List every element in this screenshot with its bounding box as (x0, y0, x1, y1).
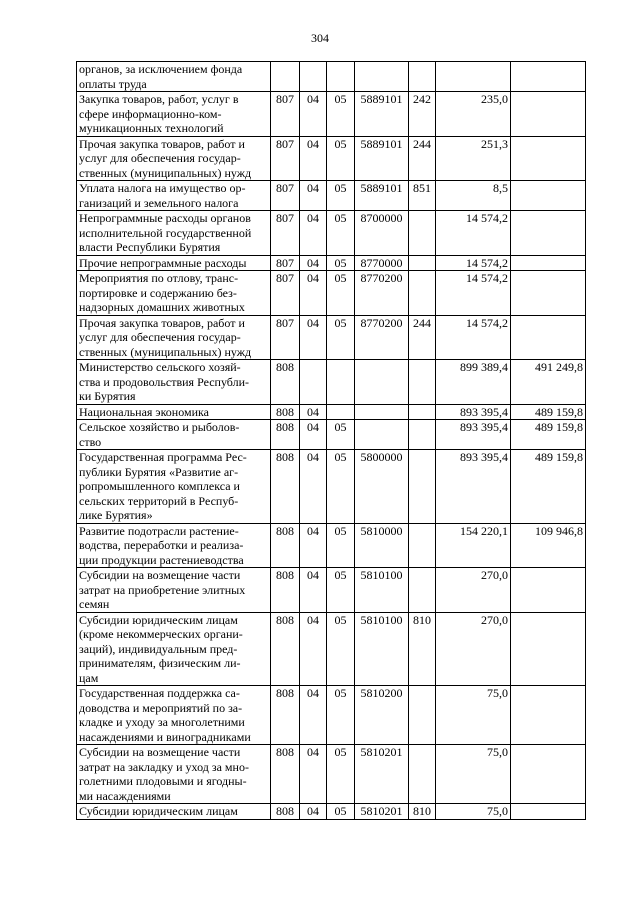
cell-name-line: ственных (муниципальных) нужд (79, 344, 252, 359)
cell-name-line: насаждениями и виноградниками (79, 729, 251, 744)
table-row (77, 804, 586, 820)
cell-name-line: Прочая закупка товаров, работ и (79, 136, 245, 151)
cell-expense-type (409, 211, 436, 256)
cell-section-code: 04 (300, 450, 327, 524)
cell-name-line: Государственная поддержка са- (79, 686, 240, 700)
cell-section-code: 04 (300, 92, 327, 137)
cell-name-line: ганизаций и земельного налога (79, 195, 239, 210)
cell-amount-1: 14 574,2 (436, 211, 511, 256)
cell-name (77, 804, 271, 820)
cell-amount-1 (436, 62, 511, 92)
cell-subsection-code: 05 (327, 804, 355, 820)
cell-name (77, 568, 271, 613)
cell-target-article: 5800000 (355, 450, 409, 524)
cell-amount-2 (511, 255, 586, 271)
cell-target-article: 5810000 (355, 523, 409, 568)
cell-section-code: 04 (300, 255, 327, 271)
cell-expense-type: 244 (409, 136, 436, 181)
cell-name (77, 181, 271, 211)
cell-amount-1: 235,0 (436, 92, 511, 137)
cell-admin-code: 807 (271, 211, 300, 256)
cell-target-article (355, 62, 409, 92)
cell-expense-type: 242 (409, 92, 436, 137)
cell-subsection-code: 05 (327, 136, 355, 181)
cell-amount-1: 75,0 (436, 686, 511, 745)
cell-name-line: надзорных домашних животных (79, 300, 245, 314)
cell-subsection-code: 05 (327, 523, 355, 568)
cell-admin-code: 807 (271, 271, 300, 316)
cell-name-line: (кроме некоммерческих органи- (79, 627, 243, 641)
cell-admin-code: 807 (271, 255, 300, 271)
cell-name (77, 315, 271, 360)
cell-amount-2 (511, 211, 586, 256)
cell-name (77, 271, 271, 316)
table-row (77, 745, 586, 804)
cell-name-line: сфере информационно-ком- (79, 106, 222, 121)
cell-name-line: публики Бурятия «Развитие аг- (79, 464, 239, 479)
cell-amount-1: 14 574,2 (436, 271, 511, 316)
cell-name-line: Министерство сельского хозяй- (79, 360, 241, 374)
cell-subsection-code (327, 62, 355, 92)
cell-amount-1: 270,0 (436, 568, 511, 613)
cell-section-code: 04 (300, 523, 327, 568)
cell-subsection-code: 05 (327, 745, 355, 804)
cell-subsection-code: 05 (327, 271, 355, 316)
cell-target-article: 5810200 (355, 686, 409, 745)
cell-amount-2 (511, 804, 586, 820)
cell-name-line: водства, переработки и реализа- (79, 538, 244, 552)
table-row (77, 271, 586, 316)
cell-name-line: ства и продовольствия Республи- (79, 374, 250, 389)
cell-admin-code: 808 (271, 404, 300, 420)
cell-name-line: принимателям, физическим ли- (79, 656, 241, 670)
cell-amount-1: 154 220,1 (436, 523, 511, 568)
cell-expense-type (409, 523, 436, 568)
cell-admin-code: 808 (271, 523, 300, 568)
cell-target-article: 5810201 (355, 804, 409, 820)
table-row (77, 136, 586, 181)
cell-name-line: Сельское хозяйство и рыболов- (79, 420, 240, 434)
table-row (77, 315, 586, 360)
cell-name-line: Национальная экономика (79, 404, 209, 419)
cell-name (77, 523, 271, 568)
cell-amount-1: 893 395,4 (436, 404, 511, 420)
cell-target-article: 8770200 (355, 315, 409, 360)
cell-target-article: 8700000 (355, 211, 409, 256)
cell-target-article: 5889101 (355, 181, 409, 211)
cell-name (77, 360, 271, 405)
cell-subsection-code: 05 (327, 612, 355, 686)
cell-amount-1: 75,0 (436, 804, 511, 820)
cell-name-line: сельских территорий в Респуб- (79, 493, 239, 508)
table-row (77, 523, 586, 568)
cell-admin-code: 808 (271, 745, 300, 804)
cell-amount-1: 270,0 (436, 612, 511, 686)
table-row (77, 450, 586, 524)
cell-admin-code: 807 (271, 92, 300, 137)
cell-name-line: Прочие непрограммные расходы (79, 255, 247, 270)
cell-amount-1: 14 574,2 (436, 315, 511, 360)
cell-subsection-code: 05 (327, 315, 355, 360)
cell-amount-2: 489 159,8 (511, 420, 586, 450)
cell-admin-code: 807 (271, 315, 300, 360)
cell-target-article: 5810100 (355, 612, 409, 686)
cell-amount-2 (511, 62, 586, 92)
cell-name-line: лике Бурятия» (79, 508, 153, 522)
cell-section-code: 04 (300, 686, 327, 745)
cell-name-line: услуг для обеспечения государ- (79, 151, 241, 165)
cell-target-article: 5889101 (355, 136, 409, 181)
cell-target-article: 5889101 (355, 92, 409, 137)
cell-amount-2 (511, 92, 586, 137)
cell-expense-type (409, 360, 436, 405)
cell-name-line: затрат на приобретение элитных (79, 582, 246, 597)
cell-section-code (300, 62, 327, 92)
cell-name-line: Непрограммные расходы органов (79, 211, 251, 225)
table-row (77, 255, 586, 271)
table-row (77, 211, 586, 256)
cell-subsection-code (327, 360, 355, 405)
table-row (77, 420, 586, 450)
cell-name-line: Развитие подотрасли растение- (79, 523, 239, 538)
cell-amount-2 (511, 181, 586, 211)
cell-section-code: 04 (300, 271, 327, 316)
cell-admin-code: 808 (271, 420, 300, 450)
cell-amount-1: 893 395,4 (436, 420, 511, 450)
cell-name (77, 211, 271, 256)
cell-section-code: 04 (300, 568, 327, 613)
cell-admin-code: 807 (271, 181, 300, 211)
table-row (77, 92, 586, 137)
cell-amount-2 (511, 315, 586, 360)
cell-subsection-code: 05 (327, 255, 355, 271)
cell-amount-2 (511, 745, 586, 804)
cell-subsection-code: 05 (327, 568, 355, 613)
cell-target-article: 8770200 (355, 271, 409, 316)
cell-expense-type: 810 (409, 804, 436, 820)
cell-subsection-code: 05 (327, 450, 355, 524)
cell-section-code: 04 (300, 745, 327, 804)
cell-name-line: кладке и уходу за многолетними (79, 715, 245, 729)
cell-amount-1: 251,3 (436, 136, 511, 181)
cell-subsection-code: 05 (327, 686, 355, 745)
cell-name (77, 420, 271, 450)
table-row (77, 568, 586, 613)
cell-admin-code (271, 62, 300, 92)
cell-target-article (355, 404, 409, 420)
cell-name (77, 450, 271, 524)
cell-expense-type (409, 62, 436, 92)
cell-admin-code: 807 (271, 136, 300, 181)
cell-expense-type (409, 568, 436, 613)
cell-target-article (355, 360, 409, 405)
table-row (77, 62, 586, 92)
cell-section-code: 04 (300, 404, 327, 420)
cell-expense-type (409, 420, 436, 450)
table-body (77, 62, 586, 820)
cell-name-line: ми насаждениями (79, 788, 171, 803)
cell-amount-1: 893 395,4 (436, 450, 511, 524)
table-row (77, 612, 586, 686)
cell-admin-code: 808 (271, 450, 300, 524)
cell-amount-2 (511, 136, 586, 181)
cell-name (77, 255, 271, 271)
cell-amount-2 (511, 686, 586, 745)
cell-section-code: 04 (300, 181, 327, 211)
cell-expense-type (409, 745, 436, 804)
cell-section-code: 04 (300, 420, 327, 450)
cell-admin-code: 808 (271, 804, 300, 820)
cell-name-line: Субсидии юридическим лицам (79, 804, 238, 818)
cell-name (77, 745, 271, 804)
cell-target-article: 5810100 (355, 568, 409, 613)
cell-amount-1: 8,5 (436, 181, 511, 211)
cell-name-line: Субсидии на возмещение части (79, 745, 241, 759)
table-row (77, 404, 586, 420)
cell-admin-code: 808 (271, 360, 300, 405)
cell-amount-2 (511, 271, 586, 316)
cell-amount-2: 489 159,8 (511, 404, 586, 420)
cell-target-article (355, 420, 409, 450)
cell-expense-type (409, 271, 436, 316)
cell-admin-code: 808 (271, 568, 300, 613)
cell-name-line: доводства и мероприятий по за- (79, 700, 243, 715)
cell-amount-2 (511, 612, 586, 686)
cell-amount-1: 14 574,2 (436, 255, 511, 271)
cell-admin-code: 808 (271, 612, 300, 686)
cell-name-line: ции продукции растениеводства (79, 552, 244, 567)
cell-name-line: Государственная программа Рес- (79, 450, 247, 464)
cell-name-line: цам (79, 670, 99, 685)
cell-expense-type (409, 404, 436, 420)
cell-name-line: заций), индивидуальным пред- (79, 641, 238, 656)
cell-amount-2 (511, 568, 586, 613)
cell-name-line: портировке и содержанию без- (79, 285, 237, 300)
cell-expense-type (409, 686, 436, 745)
page-number: 304 (311, 31, 329, 45)
cell-expense-type: 810 (409, 612, 436, 686)
cell-name-line: Субсидии на возмещение части (79, 568, 241, 582)
cell-section-code: 04 (300, 315, 327, 360)
cell-name-line: семян (79, 597, 110, 611)
cell-name-line: затрат на закладку и уход за мно- (79, 759, 249, 774)
cell-target-article: 8770000 (355, 255, 409, 271)
cell-name-line: Закупка товаров, работ, услуг в (79, 92, 239, 106)
cell-section-code: 04 (300, 211, 327, 256)
cell-amount-2: 489 159,8 (511, 450, 586, 524)
cell-name-line: муникационных технологий (79, 121, 224, 135)
cell-name (77, 92, 271, 137)
cell-name (77, 404, 271, 420)
cell-amount-2: 491 249,8 (511, 360, 586, 405)
cell-name-line: Прочая закупка товаров, работ и (79, 315, 245, 330)
cell-subsection-code (327, 404, 355, 420)
cell-section-code: 04 (300, 804, 327, 820)
cell-subsection-code: 05 (327, 420, 355, 450)
cell-name-line: услуг для обеспечения государ- (79, 330, 241, 344)
cell-name-line: Уплата налога на имущество ор- (79, 181, 246, 195)
cell-expense-type: 244 (409, 315, 436, 360)
cell-name-line: исполнительной государственной (79, 225, 252, 240)
cell-name-line: ство (79, 434, 102, 449)
cell-name (77, 686, 271, 745)
cell-name-line: ропромышленного комплекса и (79, 479, 240, 493)
cell-subsection-code: 05 (327, 211, 355, 256)
cell-name-line: Мероприятия по отлову, транс- (79, 271, 239, 285)
cell-subsection-code: 05 (327, 92, 355, 137)
cell-admin-code: 808 (271, 686, 300, 745)
cell-amount-1: 899 389,4 (436, 360, 511, 405)
table-row (77, 686, 586, 745)
cell-name-line: ки Бурятия (79, 389, 136, 403)
cell-name-line: голетними плодовыми и ягодны- (79, 774, 247, 788)
budget-table (76, 61, 586, 820)
cell-name-line: власти Республики Бурятия (79, 240, 221, 254)
cell-name-line: органов, за исключением фонда (79, 62, 243, 76)
cell-target-article: 5810201 (355, 745, 409, 804)
cell-name (77, 62, 271, 92)
cell-name-line: Субсидии юридическим лицам (79, 612, 238, 627)
cell-section-code (300, 360, 327, 405)
cell-name (77, 612, 271, 686)
cell-amount-2: 109 946,8 (511, 523, 586, 568)
cell-name-line: оплаты труда (79, 76, 147, 91)
cell-expense-type (409, 450, 436, 524)
cell-name (77, 136, 271, 181)
cell-section-code: 04 (300, 612, 327, 686)
table-row (77, 360, 586, 405)
cell-expense-type: 851 (409, 181, 436, 211)
cell-expense-type (409, 255, 436, 271)
cell-name-line: ственных (муниципальных) нужд (79, 165, 252, 180)
cell-subsection-code: 05 (327, 181, 355, 211)
table-row (77, 181, 586, 211)
cell-section-code: 04 (300, 136, 327, 181)
cell-amount-1: 75,0 (436, 745, 511, 804)
